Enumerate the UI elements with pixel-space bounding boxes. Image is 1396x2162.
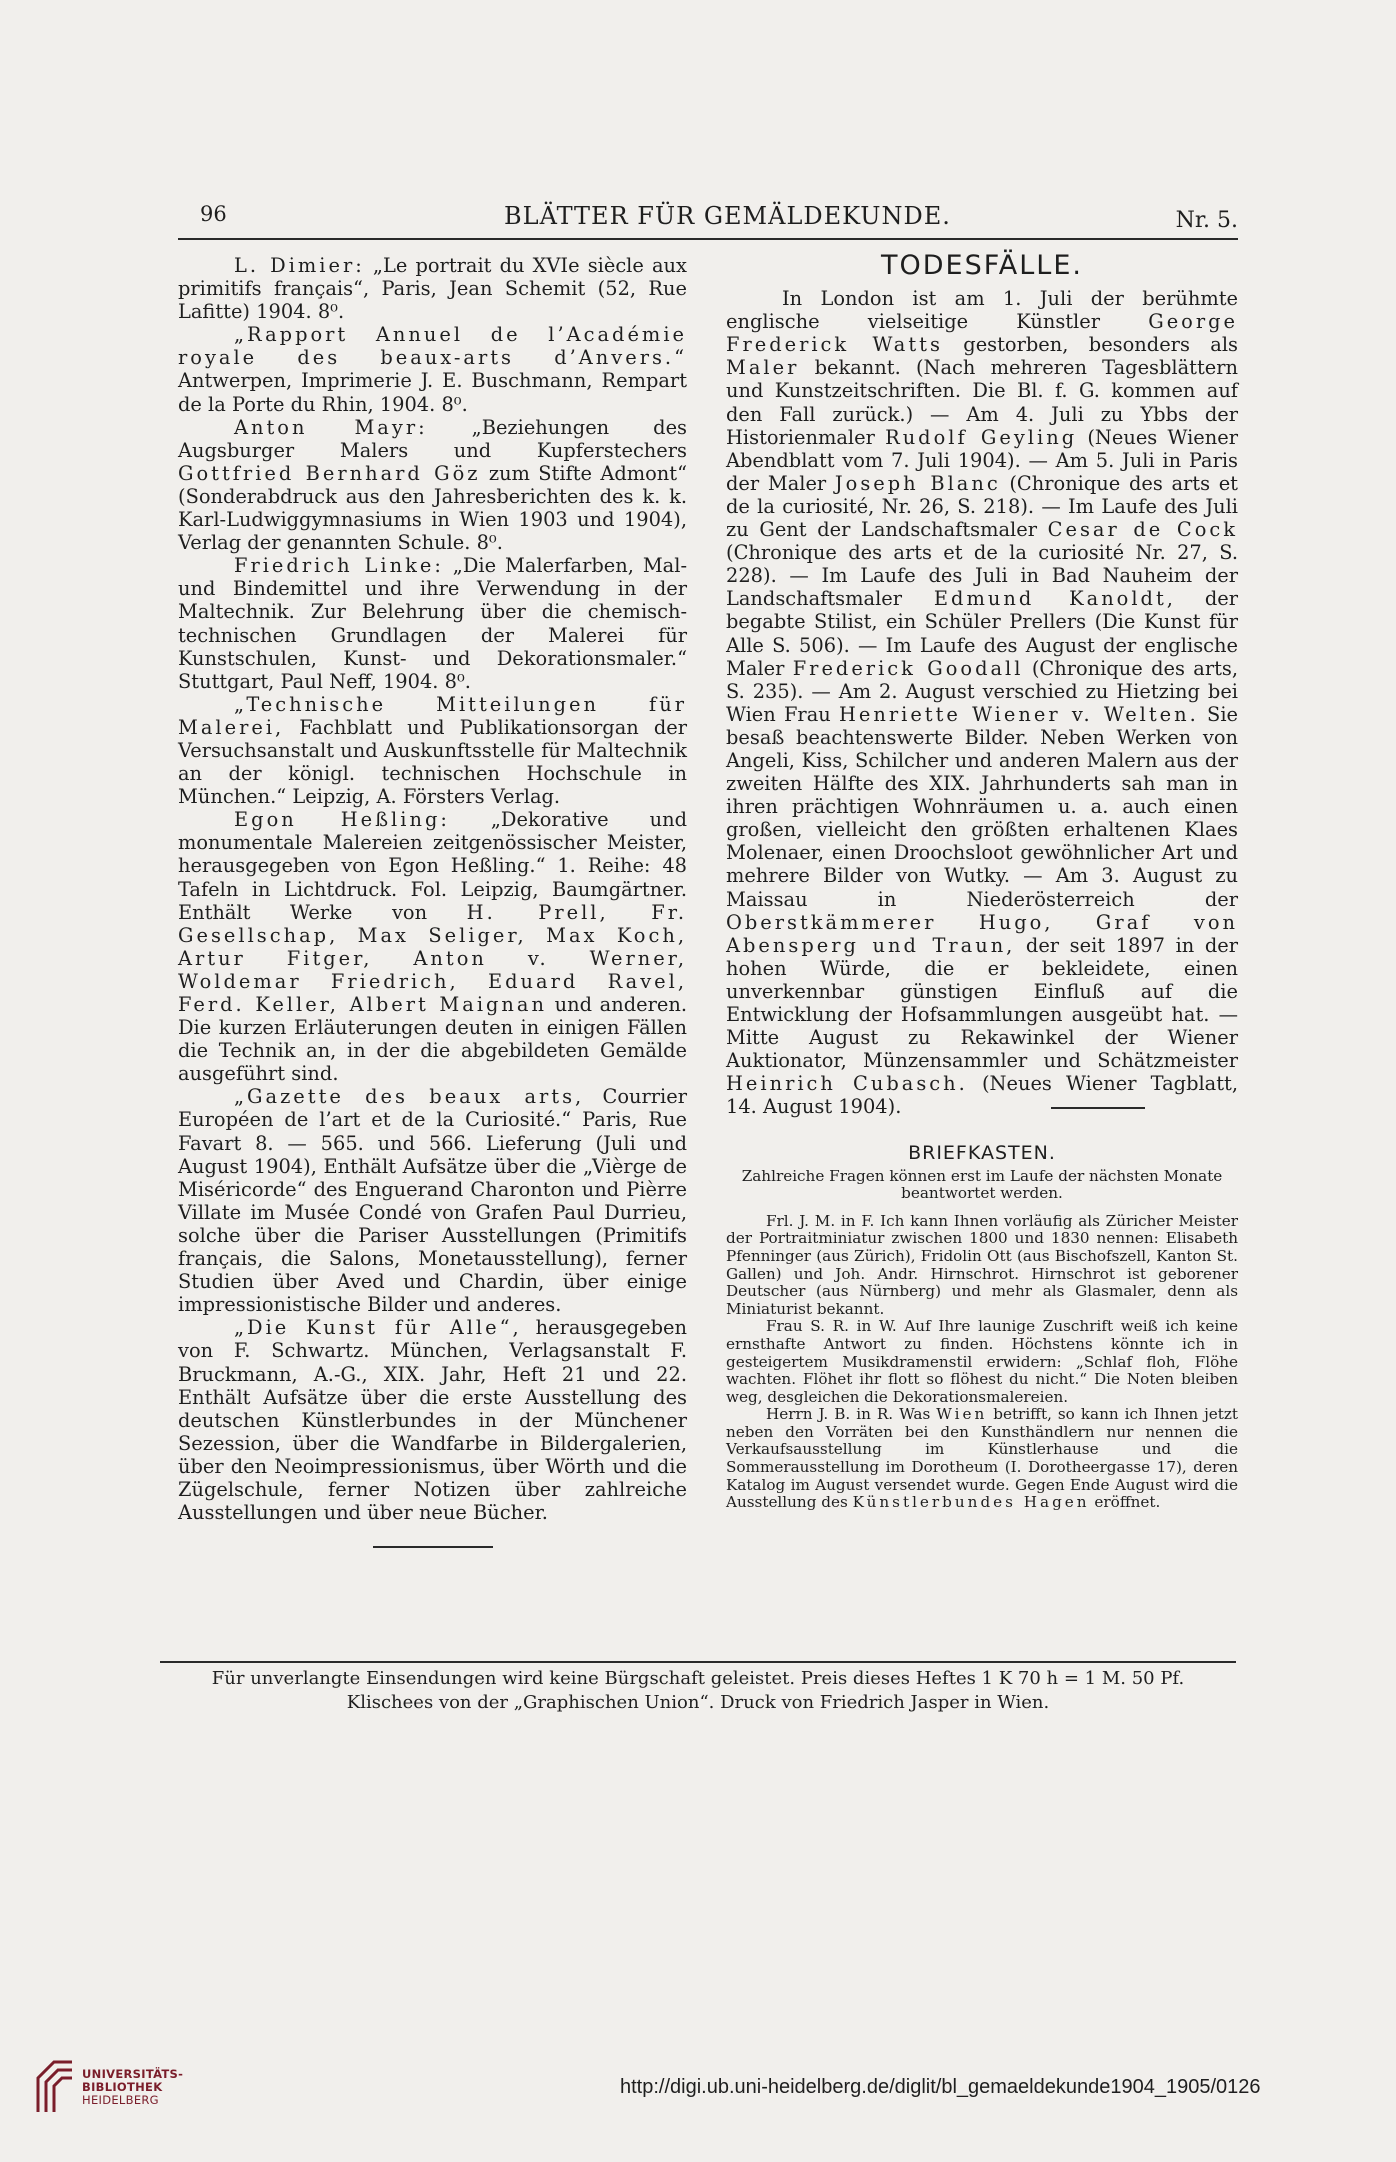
entry-rapport-annuel: „Rapport Annuel de l’Académie royale des beaux-arts d’Anvers.“ Antwerpen, Imprimerie J. E. Buschmann, Rempart de la Porte du Rhin, 1904. 8⁰.: [178, 323, 687, 416]
footer-rule: [160, 1661, 1236, 1663]
todesfaelle-heading: TODESFÄLLE.: [881, 250, 1083, 281]
briefkasten-answer-2: Frau S. R. in W. Auf Ihre launige Zuschrift weiß ich keine ernsthafte Antwort zu finden. Höchstens könnte ich in gesteigertem Musikdramenstil erwidern: „Schlaf floh, Flöhe wachten. Flöhet ihr flott so flöhest du nicht.“ Die Noten bleiben weg, desgleichen die Dekorationsmalereien.: [726, 1317, 1238, 1406]
page-number: 96: [200, 202, 227, 226]
entry-technische-mitteilungen: „Technische Mitteilungen für Malerei, Fachblatt und Publikationsorgan der Versuchsanstalt und Auskunftsstelle für Maltechnik an der königl. technischen Hochschule in München.“ Leipzig, A. Försters Verlag.: [178, 692, 687, 809]
library-name-line-3: HEIDELBERG: [82, 2093, 159, 2107]
entry-dimier: L. Dimier: „Le portrait du XVIe siècle aux primitifs français“, Paris, Jean Schemit (52, Rue Lafitte) 1904. 8⁰.: [178, 254, 687, 324]
todesfaelle-end-rule: [1051, 1107, 1145, 1109]
entry-hessling: Egon Heßling: „Dekorative und monumentale Malereien zeitgenössischer Meister, herausgegeben von Egon Heßling.“ 1. Reihe: 48 Tafeln in Lichtdruck. Fol. Leipzig, Baumgärtner. Enthält Werke von H. Prell, Fr. Gesellschap, Max Seliger, Max Koch, Artur Fitger, Anton v. Werner, Woldemar Friedrich, Eduard Ravel, Ferd. Keller, Albert Maignan und anderen. Die kurzen Erläuterungen deuten in einigen Fällen die Technik an, in der die abgebildeten Gemälde ausgeführt sind.: [178, 808, 688, 1086]
briefkasten-intro: Zahlreiche Fragen können erst im Laufe der nächsten Monate beantwortet werden.: [741, 1166, 1223, 1203]
running-title: BLÄTTER FÜR GEMÄLDEKUNDE.: [504, 202, 951, 230]
briefkasten-answer-3: Herrn J. B. in R. Was Wien betrifft, so kann ich Ihnen jetzt neben den Vorräten bei den Kunsthändlern nur nennen die Verkaufsausstellung im Künstlerhause und die Sommerausstellung im Dorotheum (I. Dorotheergasse 17), deren Katalog im August versendet wurde. Gegen Ende August wird die Ausstellung des Künstlerbundes Hagen eröffnet.: [726, 1405, 1238, 1512]
imprint-line-1: Für unverlangte Einsendungen wird keine Bürgschaft geleistet. Preis dieses Heftes 1 K 70 h = 1 M. 50 Pf.: [211, 1668, 1185, 1689]
todesfaelle-text: In London ist am 1. Juli der berühmte englische vielseitige Künstler George Frederick Watts gestorben, besonders als Maler bekannt. (Nach mehreren Tagesblättern und Kunstzeitschriften. Die Bl. f. G. kommen auf den Fall zurück.) — Am 4. Juli zu Ybbs der Historienmaler Rudolf Geyling (Neues Wiener Abendblatt vom 7. Juli 1904). — Am 5. Juli in Paris der Maler Joseph Blanc (Chronique des arts et de la curiosité, Nr. 26, S. 218). — Im Laufe des Juli zu Gent der Landschaftsmaler Cesar de Cock (Chronique des arts et de la curiosité Nr. 27, S. 228). — Im Laufe des Juli in Bad Nauheim der Landschaftsmaler Edmund Kanoldt, der begabte Stilist, ein Schüler Prellers (Die Kunst für Alle S. 506). — Im Laufe des August der englische Maler Frederick Goodall (Chronique des arts, S. 235). — Am 2. August verschied zu Hietzing bei Wien Frau Henriette Wiener v. Welten. Sie besaß beachtenswerte Bilder. Neben Werken von Angeli, Kiss, Schilcher und anderen Malern aus der zweiten Hälfte des XIX. Jahrhunderts sah man in ihren prächtigen Wohnräumen u. a. auch einen großen, vielleicht den größten erhaltenen Klaes Molenaer, einen Droochsloot gewöhnlicher Art und mehrere Bilder von Wutky. — Am 3. August zu Maissau in Niederösterreich der Oberstkämmerer Hugo, Graf von Abensperg und Traun, der seit 1897 in der hohen Würde, die er bekleidete, einen unverkennbar günstigen Einfluß auf die Entwicklung der Hofsammlungen ausgeübt hat. — Mitte August zu Rekawinkel der Wiener Auktionator, Münzensammler und Schätzmeister Heinrich Cubasch. (Neues Wiener Tagblatt, 14. August 1904).: [726, 287, 1239, 1119]
source-url[interactable]: http://digi.ub.uni-heidelberg.de/diglit/bl_gemaeldekunde1904_1905/0126: [620, 2076, 1261, 2098]
imprint-footer: [160, 1667, 1236, 1715]
briefkasten-answer-1: Frl. J. M. in F. Ich kann Ihnen vorläufig als Züricher Meister der Portraitminiatur zwischen 1800 und 1830 nennen: Elisabeth Pfenninger (aus Zürich), Fridolin Ott (aus Bischofszell, Kanton St. Gallen) und Joh. Andr. Hirnschrot. Hirnschrot ist geborener Deutscher (aus Nürnberg) und mehr als Glasmaler, denn als Miniaturist bekannt.: [726, 1211, 1238, 1318]
entry-kunst-fuer-alle: „Die Kunst für Alle“, herausgegeben von F. Schwartz. München, Verlagsanstalt F. Bruckmann, A.-G., XIX. Jahr, Heft 21 und 22. Enthält Aufsätze über die erste Ausstellung des deutschen Künstlerbundes in der Münchener Sezession, über die Wandfarbe in Bildergalerien, über den Neoimpressionismus, über Wörth und die Zügelschule, ferner Notizen über zahlreiche Ausstellungen und über neue Bücher.: [178, 1316, 687, 1525]
section-separator: [373, 1546, 493, 1548]
library-emblem-icon: [32, 2056, 78, 2118]
issue-number: Nr. 5.: [1175, 208, 1238, 233]
library-name-line-2: BIBLIOTHEK: [82, 2080, 163, 2094]
library-logo: [30, 2052, 250, 2122]
entry-gazette: „Gazette des beaux arts, Courrier Européen de l’art et de la Curiosité.“ Paris, Rue Favart 8. — 565. und 566. Lieferung (Juli und August 1904), Enthält Aufsätze über die „Vièrge de Miséricorde“ des Enguerand Charonton und Pièrre Villate im Musée Condé von Grafen Paul Durrieu, solche über die Pariser Ausstellungen (Primitifs français, die Salons, Monetausstellung), ferner Studien über Aved und Chardin, über einige impressionistische Bilder und anderes.: [178, 1085, 687, 1317]
header-rule: [178, 238, 1238, 240]
entry-mayr: Anton Mayr: „Beziehungen des Augsburger Malers und Kupferstechers Gottfried Bernhard Göz zum Stifte Admont“ (Sonderabdruck aus den Jahresberichten des k. k. Karl-Ludwiggymnasiums in Wien 1903 und 1904), Verlag der genannten Schule. 8⁰.: [178, 415, 687, 555]
briefkasten-body: [726, 1168, 1238, 1512]
library-name-line-1: UNIVERSITÄTS-: [82, 2067, 184, 2081]
imprint-line-2: Klischees von der „Graphischen Union“. Druck von Friedrich Jasper in Wien.: [346, 1692, 1050, 1713]
right-column: [726, 250, 1239, 1512]
briefkasten-heading: BRIEFKASTEN.: [908, 1142, 1056, 1165]
entry-linke: Friedrich Linke: „Die Malerfarben, Mal- und Bindemittel und ihre Verwendung in der Maltechnik. Zur Belehrung über die chemisch-technischen Grundlagen der Malerei für Kunstschulen, Kunst- und Dekorationsmaler.“ Stuttgart, Paul Neff, 1904. 8⁰.: [178, 554, 688, 693]
page-header: [178, 196, 1238, 240]
left-column: [178, 254, 687, 1558]
